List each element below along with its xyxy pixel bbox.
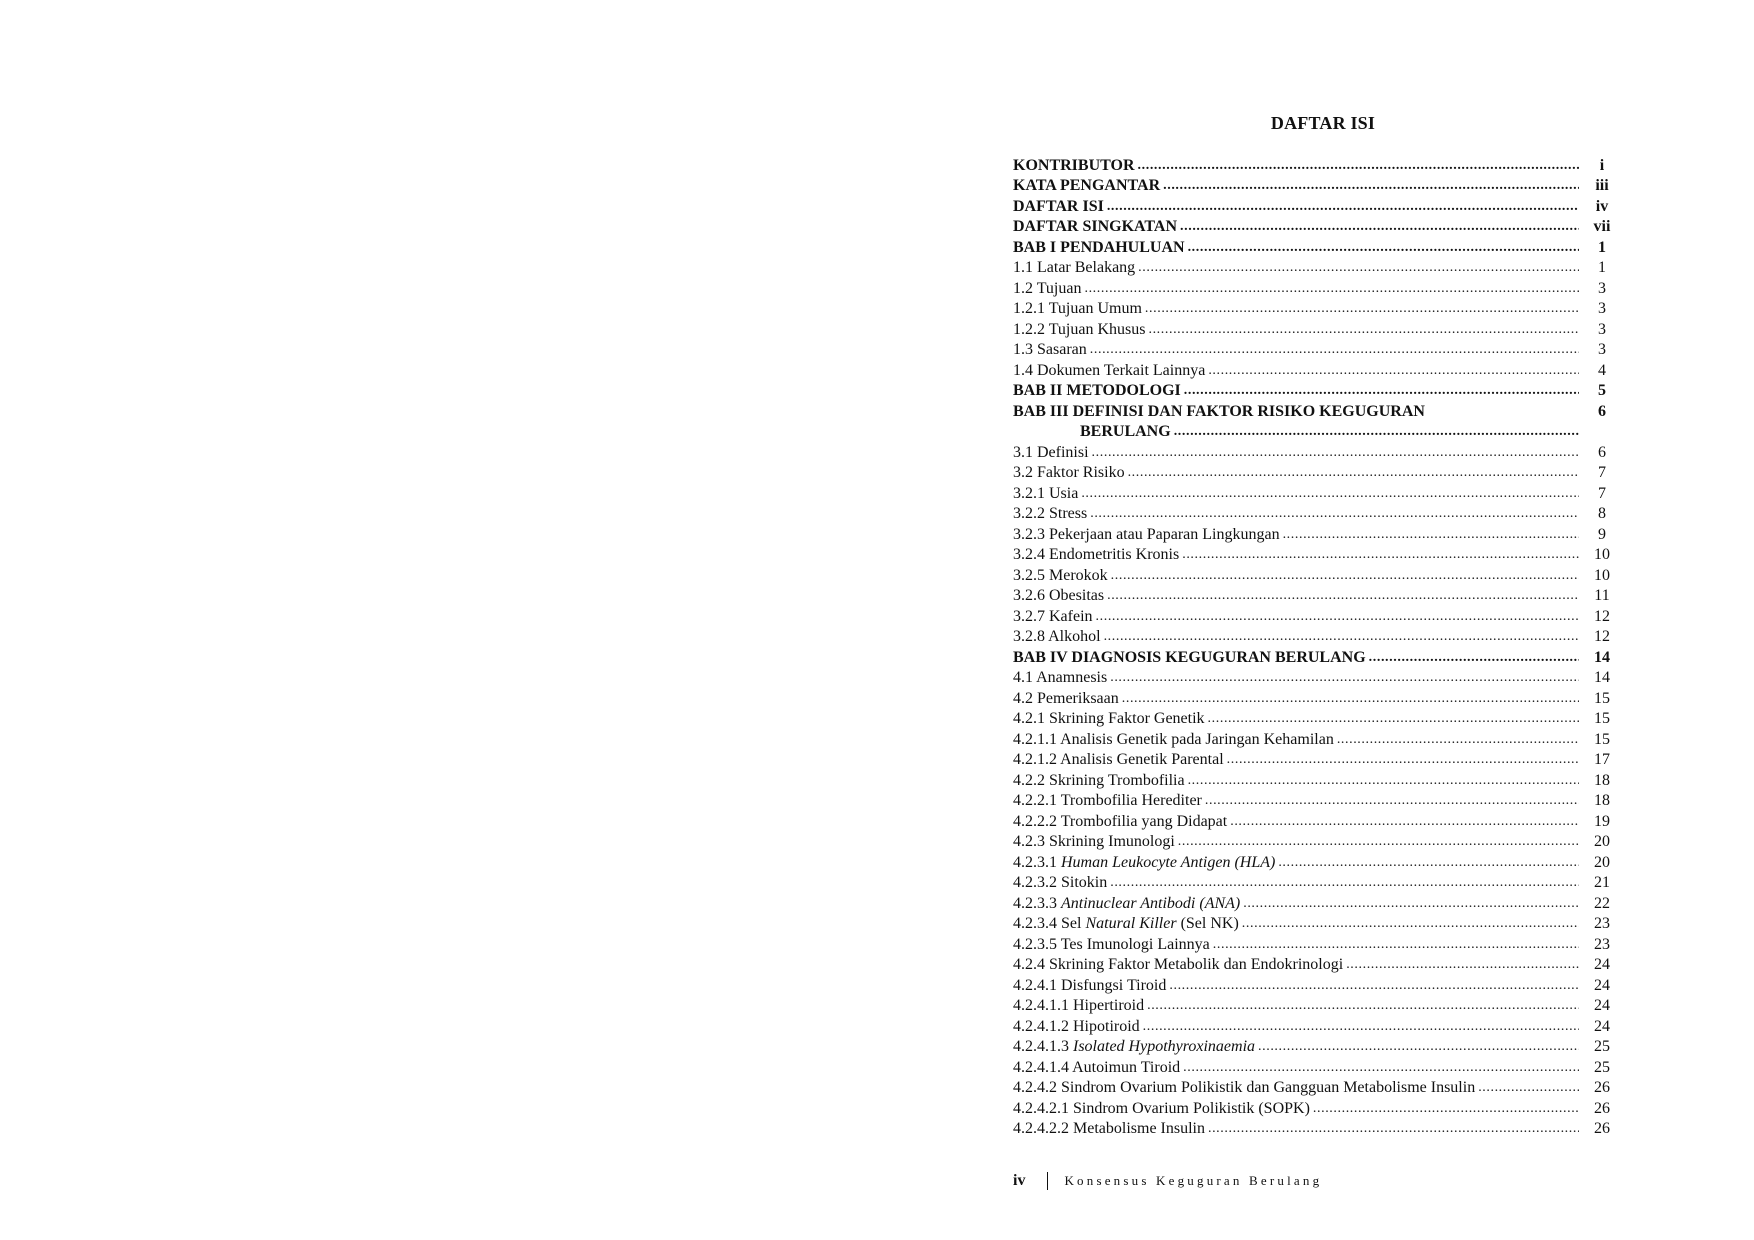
toc-entry-page-number: 24 [1594, 976, 1610, 994]
toc-entry-label-italic: Human Leukocyte Antigen (HLA) [1061, 853, 1276, 871]
toc-entry-label-text: 1.1 Latar Belakang [1013, 259, 1136, 276]
toc-entry-page-number: 7 [1598, 464, 1606, 481]
toc-dot-leader [1230, 812, 1579, 832]
footer-page-number: iv [1013, 1172, 1026, 1189]
toc-entry-page-number: 15 [1594, 689, 1610, 707]
toc-entry-label-text: 4.2.3.4 Sel [1013, 915, 1086, 932]
toc-dot-leader [1148, 320, 1579, 340]
toc-entry-label-text: 4.2.4.2.2 Metabolisme Insulin [1013, 1120, 1205, 1137]
toc-entry-page-number: 1 [1598, 238, 1606, 256]
toc-entry-label [1013, 791, 1205, 811]
toc-entry-label-text: 1.2.1 Tujuan Umum [1013, 300, 1142, 317]
toc-dot-leader [1111, 566, 1579, 586]
toc-entry-page-number: 12 [1594, 607, 1610, 625]
toc-entry-page-number: 14 [1594, 648, 1610, 666]
toc-dot-leader [1180, 217, 1579, 237]
toc-dot-leader [1242, 914, 1579, 934]
toc-entry-label-text: 1.2.2 Tujuan Khusus [1013, 320, 1146, 338]
toc-entry-label-text: 3.2 Faktor Risiko [1013, 464, 1125, 481]
toc-entry-page-number: 22 [1594, 894, 1610, 912]
toc-entry-label-text: 1.4 Dokumen Terkait Lainnya [1013, 361, 1206, 379]
toc-entry-page-number: 26 [1594, 1099, 1610, 1117]
toc-entry-page-number: 19 [1594, 812, 1610, 830]
toc-entry-label [1013, 1078, 1478, 1098]
toc-entry [1013, 1098, 1625, 1119]
toc-entry-label [1013, 463, 1128, 483]
toc-entry-page-number: 14 [1594, 669, 1610, 686]
toc-entry [1013, 237, 1625, 258]
toc-entry [1013, 442, 1625, 463]
toc-entry-label-text: KATA PENGANTAR [1013, 177, 1161, 194]
toc-dot-leader [1243, 894, 1579, 914]
toc-entry [1013, 996, 1625, 1017]
toc-entry-label-text: 4.2.4.1.2 Hipotiroid [1013, 1017, 1140, 1035]
toc-entry [1013, 729, 1625, 750]
toc-entry [1013, 1078, 1625, 1099]
toc-entry-label [1013, 320, 1148, 340]
toc-dot-leader [1090, 340, 1579, 360]
toc-entry [1013, 360, 1625, 381]
toc-entry-label-text: 4.2.3.5 Tes Imunologi Lainnya [1013, 935, 1210, 953]
toc-dot-leader [1092, 443, 1579, 463]
toc-entry-label [1013, 566, 1111, 586]
toc-entry [1013, 258, 1625, 279]
toc-entry-label-text: 4.2.4.2 Sindrom Ovarium Polikistik dan Gangguan Metabolisme Insulin [1013, 1079, 1476, 1096]
toc-entry-label-text: 4.2.1.2 Analisis Genetik Parental [1013, 751, 1224, 768]
toc-entry-label [1013, 279, 1084, 299]
toc-entry-label [1013, 771, 1188, 791]
toc-entry [1013, 914, 1625, 935]
toc-dot-leader [1283, 525, 1579, 545]
toc-entry [1013, 483, 1625, 504]
toc-entry [1013, 586, 1625, 607]
toc-entry-page-number: 26 [1594, 1120, 1610, 1137]
toc-dot-leader [1208, 1119, 1579, 1139]
toc-entry [1013, 934, 1625, 955]
toc-entry-label [1013, 504, 1090, 524]
toc-entry-label [1013, 996, 1147, 1016]
toc-entry-page-number: 15 [1594, 710, 1610, 727]
toc-dot-leader [1182, 545, 1579, 565]
toc-entry-label-text: BAB IV DIAGNOSIS KEGUGURAN BERULANG [1013, 648, 1366, 666]
toc-entry-label [1013, 402, 1428, 422]
toc-entry [1013, 709, 1625, 730]
toc-entry-label [1013, 238, 1188, 258]
toc-entry [1013, 852, 1625, 873]
toc-dot-leader [1337, 730, 1579, 750]
toc-entry-page-number: 25 [1594, 1038, 1610, 1055]
toc-dot-leader [1138, 258, 1579, 278]
toc-entry-page-number: 6 [1598, 402, 1606, 420]
toc-entry-label-text: 4.2.3.1 [1013, 853, 1061, 871]
toc-dot-leader [1104, 627, 1579, 647]
toc-entry-label-italic: Isolated Hypothyroxinaemia [1073, 1038, 1256, 1055]
toc-dot-leader [1147, 996, 1579, 1016]
toc-entry-label [1013, 1037, 1258, 1057]
toc-title: DAFTAR ISI [1270, 113, 1376, 133]
toc-entry-label [1013, 853, 1278, 873]
toc-entry-page-number: 24 [1594, 1017, 1610, 1035]
toc-entry-label-text: 3.2.8 Alkohol [1013, 628, 1101, 645]
toc-entry [1013, 1037, 1625, 1058]
toc-entry-page-number: iii [1595, 177, 1609, 194]
toc-dot-leader [1188, 771, 1579, 791]
toc-entry [1013, 196, 1625, 217]
toc-dot-leader [1183, 1058, 1579, 1078]
toc-dot-leader [1138, 156, 1579, 176]
toc-entry-page-number: 20 [1594, 833, 1610, 850]
toc-entry-page-number: 24 [1594, 997, 1610, 1014]
toc-entry [1013, 299, 1625, 320]
toc-entry-label-text: 4.2.4 Skrining Faktor Metabolik dan Endokrinologi [1013, 956, 1344, 973]
toc-entry-label [1013, 627, 1104, 647]
toc-entry-label-text: DAFTAR ISI [1013, 197, 1104, 215]
toc-entry-label [1013, 361, 1208, 381]
toc-dot-leader [1188, 238, 1579, 258]
toc-entry-label [1013, 1119, 1208, 1139]
toc-entry-label-text: DAFTAR SINGKATAN [1013, 218, 1178, 235]
toc-entry [1013, 770, 1625, 791]
toc-entry-label [1013, 156, 1138, 176]
toc-entry-label-text: KONTRIBUTOR [1013, 156, 1135, 174]
toc-entry-label-text: 4.2.4.1.3 [1013, 1038, 1073, 1055]
toc-entry-label-italic: Antinuclear Antibodi (ANA) [1061, 894, 1241, 912]
toc-entry-label-text: 3.1 Definisi [1013, 443, 1089, 461]
toc-entry-page-number: 24 [1594, 956, 1610, 973]
toc-dot-leader [1110, 873, 1579, 893]
toc-entry-label [1013, 607, 1096, 627]
toc-entry-page-number: 18 [1594, 771, 1610, 789]
toc-entry-label-text: 4.1 Anamnesis [1013, 669, 1108, 686]
toc-entry [1013, 791, 1625, 812]
footer-separator [1047, 1172, 1048, 1190]
toc-dot-leader [1107, 586, 1579, 606]
toc-entry-label-text: 4.2.4.1 Disfungsi Tiroid [1013, 976, 1167, 994]
toc-entry [1013, 340, 1625, 361]
toc-entry-label-text: 4.2.2.1 Trombofilia Herediter [1013, 792, 1202, 809]
toc-entry-label [1013, 873, 1110, 893]
toc-entry [1013, 1057, 1625, 1078]
toc-entry [1013, 750, 1625, 771]
toc-entry-label [1013, 914, 1242, 934]
toc-entry-page-number: iv [1595, 197, 1609, 215]
toc-entry-label-text: 4.2.2.2 Trombofilia yang Didapat [1013, 812, 1228, 830]
toc-entry-page-number: 3 [1598, 279, 1606, 297]
toc-entry [1013, 688, 1625, 709]
toc-dot-leader [1369, 648, 1579, 668]
toc-entry-label [1013, 955, 1346, 975]
toc-entry-label [1013, 484, 1081, 504]
toc-entry-page-number: 3 [1598, 320, 1606, 338]
toc-entry [1013, 524, 1625, 545]
toc-entry-page-number: 1 [1598, 259, 1606, 276]
toc-dot-leader [1213, 935, 1579, 955]
toc-entry [1013, 463, 1625, 484]
toc-entry-label-text: 3.2.3 Pekerjaan atau Paparan Lingkungan [1013, 525, 1280, 543]
toc-entry-page-number: 10 [1594, 566, 1610, 584]
toc-entry [1013, 811, 1625, 832]
toc-entry-page-number: 12 [1594, 628, 1610, 645]
toc-entry-label-text: 4.2.4.1.4 Autoimun Tiroid [1013, 1058, 1181, 1076]
toc-dot-leader [1145, 299, 1579, 319]
toc-entry [1013, 975, 1625, 996]
toc-entry-label [1013, 525, 1283, 545]
toc-entry-page-number: 15 [1594, 730, 1610, 748]
toc-entry-page-number: 20 [1594, 853, 1610, 871]
toc-entry-label-text: BAB I PENDAHULUAN [1013, 238, 1185, 256]
toc-dot-leader [1122, 689, 1579, 709]
toc-dot-leader [1184, 381, 1579, 401]
toc-entry-page-number: 23 [1594, 915, 1610, 932]
toc-entry [1013, 647, 1625, 668]
toc-entry-label-text: BAB III DEFINISI DAN FAKTOR RISIKO KEGUGURAN [1013, 402, 1425, 420]
toc-dot-leader [1227, 750, 1579, 770]
toc-entry [1013, 422, 1625, 443]
toc-entry-page-number: 26 [1594, 1079, 1610, 1096]
toc-dot-leader [1163, 176, 1579, 196]
toc-entry-page-number: 17 [1594, 751, 1610, 768]
toc-entry-label-text: 3.2.2 Stress [1013, 505, 1088, 522]
toc-entry [1013, 155, 1625, 176]
toc-entry-label [1013, 422, 1174, 442]
toc-entry [1013, 1016, 1625, 1037]
toc-entry-page-number: vii [1593, 218, 1611, 235]
toc-entry-page-number: 3 [1598, 300, 1606, 317]
toc-entry-label [1013, 176, 1163, 196]
toc-entry-label-suffix: (Sel NK) [1176, 915, 1239, 932]
toc-entry [1013, 873, 1625, 894]
toc-entry-label-text: 4.2.3.2 Sitokin [1013, 874, 1108, 891]
toc-entry [1013, 381, 1625, 402]
toc-dot-leader [1174, 422, 1579, 442]
toc-entry-label-text: 3.2.4 Endometritis Kronis [1013, 546, 1180, 563]
toc-entry-label [1013, 976, 1169, 996]
toc-entry-label-text: 1.2 Tujuan [1013, 279, 1082, 297]
footer-book-title: Konsensus Keguguran Berulang [1064, 1173, 1323, 1188]
toc-dot-leader [1110, 668, 1579, 688]
toc-dot-leader [1478, 1078, 1579, 1098]
toc-entry-label [1013, 217, 1180, 237]
toc-entry-label [1013, 894, 1243, 914]
toc-entry-page-number: 21 [1594, 874, 1610, 891]
toc-entry-page-number: 6 [1598, 443, 1606, 461]
toc-entry-label [1013, 1058, 1183, 1078]
toc-dot-leader [1143, 1017, 1579, 1037]
toc-entry-page-number: 7 [1598, 484, 1606, 502]
toc-entry-label-text: 4.2.2 Skrining Trombofilia [1013, 771, 1185, 789]
toc-dot-leader [1081, 484, 1579, 504]
toc-entry-label-text: 1.3 Sasaran [1013, 341, 1087, 358]
toc-entry-label [1013, 1017, 1143, 1037]
toc-entry [1013, 401, 1625, 422]
toc-entry-label [1013, 340, 1090, 360]
toc-entry-label-text: 4.2.3.3 [1013, 894, 1061, 912]
toc-entry [1013, 668, 1625, 689]
toc-dot-leader [1169, 976, 1579, 996]
toc-dot-leader [1205, 791, 1579, 811]
toc-entry-page-number: i [1599, 156, 1605, 174]
toc-entry-label [1013, 812, 1230, 832]
toc-entry [1013, 955, 1625, 976]
toc-entry-page-number: 8 [1598, 505, 1606, 522]
table-of-contents [1013, 155, 1625, 1139]
toc-entry-page-number: 25 [1594, 1058, 1610, 1076]
toc-entry [1013, 545, 1625, 566]
toc-entry [1013, 565, 1625, 586]
toc-entry-label [1013, 730, 1337, 750]
toc-entry-page-number: 10 [1594, 546, 1610, 563]
toc-dot-leader [1278, 853, 1579, 873]
toc-entry-label [1013, 586, 1107, 606]
toc-entry-label-text: 3.2.6 Obesitas [1013, 587, 1105, 604]
toc-entry-label [1013, 648, 1369, 668]
toc-entry-label-italic: Natural Killer [1085, 915, 1177, 932]
toc-entry [1013, 319, 1625, 340]
toc-entry-label [1013, 1099, 1313, 1119]
toc-entry-label [1013, 197, 1107, 217]
toc-entry-page-number: 3 [1598, 341, 1606, 358]
toc-entry-label-text: 4.2.4.1.1 Hipertiroid [1013, 997, 1145, 1014]
toc-entry-label-text: 4.2.1.1 Analisis Genetik pada Jaringan Kehamilan [1013, 730, 1334, 748]
toc-entry-label [1013, 935, 1213, 955]
toc-entry-label-text: 4.2.3 Skrining Imunologi [1013, 833, 1175, 850]
toc-entry-page-number: 5 [1598, 382, 1606, 399]
toc-dot-leader [1208, 709, 1579, 729]
toc-entry [1013, 1119, 1625, 1140]
toc-entry [1013, 893, 1625, 914]
toc-dot-leader [1090, 504, 1579, 524]
toc-entry-page-number: 18 [1594, 792, 1610, 809]
toc-entry [1013, 606, 1625, 627]
toc-entry-label [1013, 258, 1138, 278]
toc-entry [1013, 832, 1625, 853]
toc-entry-label [1013, 443, 1092, 463]
toc-entry [1013, 278, 1625, 299]
toc-entry-label [1013, 750, 1227, 770]
toc-entry-page-number: 9 [1598, 525, 1606, 543]
toc-entry [1013, 504, 1625, 525]
toc-entry-label-text: 4.2 Pemeriksaan [1013, 689, 1119, 707]
toc-dot-leader [1178, 832, 1579, 852]
toc-entry-label [1013, 299, 1145, 319]
toc-entry-label-text: BERULANG [1080, 423, 1171, 440]
toc-entry-label [1013, 668, 1110, 688]
toc-entry-label-text: BAB II METODOLOGI [1013, 382, 1181, 399]
toc-dot-leader [1346, 955, 1579, 975]
toc-entry [1013, 627, 1625, 648]
toc-entry [1013, 176, 1625, 197]
toc-entry-label-text: 4.2.4.2.1 Sindrom Ovarium Polikistik (SOPK) [1013, 1099, 1310, 1117]
toc-entry-label-text: 3.2.1 Usia [1013, 484, 1079, 502]
toc-dot-leader [1096, 607, 1579, 627]
page-footer [1013, 1172, 1322, 1190]
toc-entry-label [1013, 545, 1182, 565]
toc-entry-page-number: 4 [1598, 361, 1606, 379]
toc-entry-label-text: 3.2.5 Merokok [1013, 566, 1108, 584]
toc-entry [1013, 217, 1625, 238]
toc-dot-leader [1084, 279, 1579, 299]
toc-dot-leader [1107, 197, 1579, 217]
toc-dot-leader [1208, 361, 1579, 381]
toc-dot-leader [1128, 463, 1579, 483]
toc-entry-label [1013, 709, 1208, 729]
toc-entry-page-number: 23 [1594, 935, 1610, 953]
toc-entry-label [1013, 381, 1184, 401]
toc-entry-label [1013, 689, 1122, 709]
toc-dot-leader [1258, 1037, 1579, 1057]
toc-entry-label-text: 3.2.7 Kafein [1013, 607, 1093, 625]
toc-entry-page-number: 11 [1594, 587, 1610, 604]
toc-dot-leader [1313, 1099, 1579, 1119]
toc-entry-label [1013, 832, 1178, 852]
toc-entry-label-text: 4.2.1 Skrining Faktor Genetik [1013, 710, 1205, 727]
